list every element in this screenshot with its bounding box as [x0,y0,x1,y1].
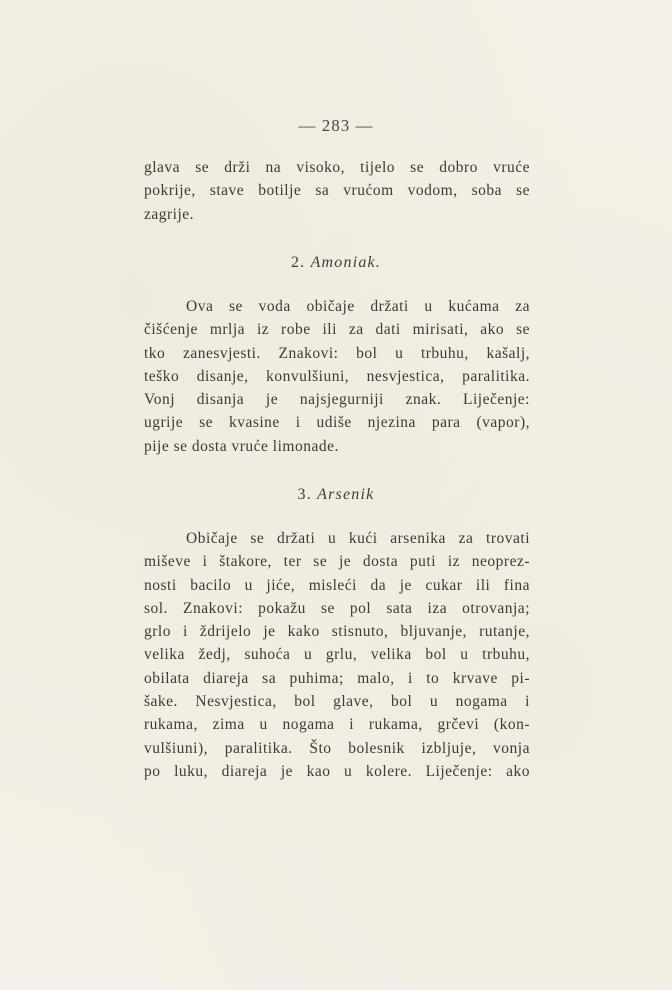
text-line: sol. Znakovi: pokažu se pol sata iza otrovanja; [144,599,530,617]
text-line: pokrije, stave botilje sa vrućom vodom, soba se [144,182,530,200]
text-line: po luku, diareja je kao u kolere. Liječenje: ako [144,762,530,780]
text-line: čišćenje mrlja iz robe ili za dati mirisati, ako se [144,321,530,339]
text-line: teško disanje, konvulšiuni, nesvjestica, paralitika. [144,367,530,385]
section-heading-arsenik [0,486,672,504]
text-line: Ova se voda običaje držati u kućama za [186,298,530,315]
intro-paragraph [144,156,530,226]
amoniak-paragraph [144,295,530,458]
section-number: 2. [290,254,306,271]
text-line: Vonj disanja je najsjegurniji znak. Liječenje: [144,391,530,409]
text-line: ugrije se kvasine i udiše njezina para (vapor), [144,414,530,432]
section-title: Arsenik [317,486,375,503]
section-number: 3. [297,486,312,503]
text-line: miševe i štakore, ter se je dosta puti iz neoprez- [144,553,530,571]
text-line: zagrije. [144,205,195,223]
text-line: glava se drži na visoko, tijelo se dobro vruće [144,159,530,176]
text-line: šake. Nesvjestica, bol glave, bol u nogama i [144,693,530,711]
page-number: — 283 — [298,116,374,135]
text-line: tko zanesvjesti. Znakovi: bol u trbuhu, kašalj, [144,344,530,362]
arsenik-paragraph [144,527,530,783]
text-line: vulšiuni), paralitika. Što bolesnik izbljuje, vonja [144,739,530,757]
text-line: grlo i ždrijelo je kako stisnuto, bljuvanje, rutanje, [144,623,530,641]
text-line: velika žedj, suhoća u grlu, velika bol u trbuhu, [144,646,530,664]
text-line: pije se dosta vruće limonade. [144,437,339,455]
section-heading-amoniak [0,254,672,272]
text-line: rukama, zima u nogama i rukama, grčevi (kon- [144,716,530,734]
text-line: Običaje se držati u kući arsenika za trovati [186,530,530,547]
text-line: nosti bacilo u jiće, misleći da je cukar ili fina [144,576,530,594]
section-title: Amoniak. [310,254,382,271]
text-line: obilata diareja sa puhima; malo, i to krvave pi- [144,669,530,687]
